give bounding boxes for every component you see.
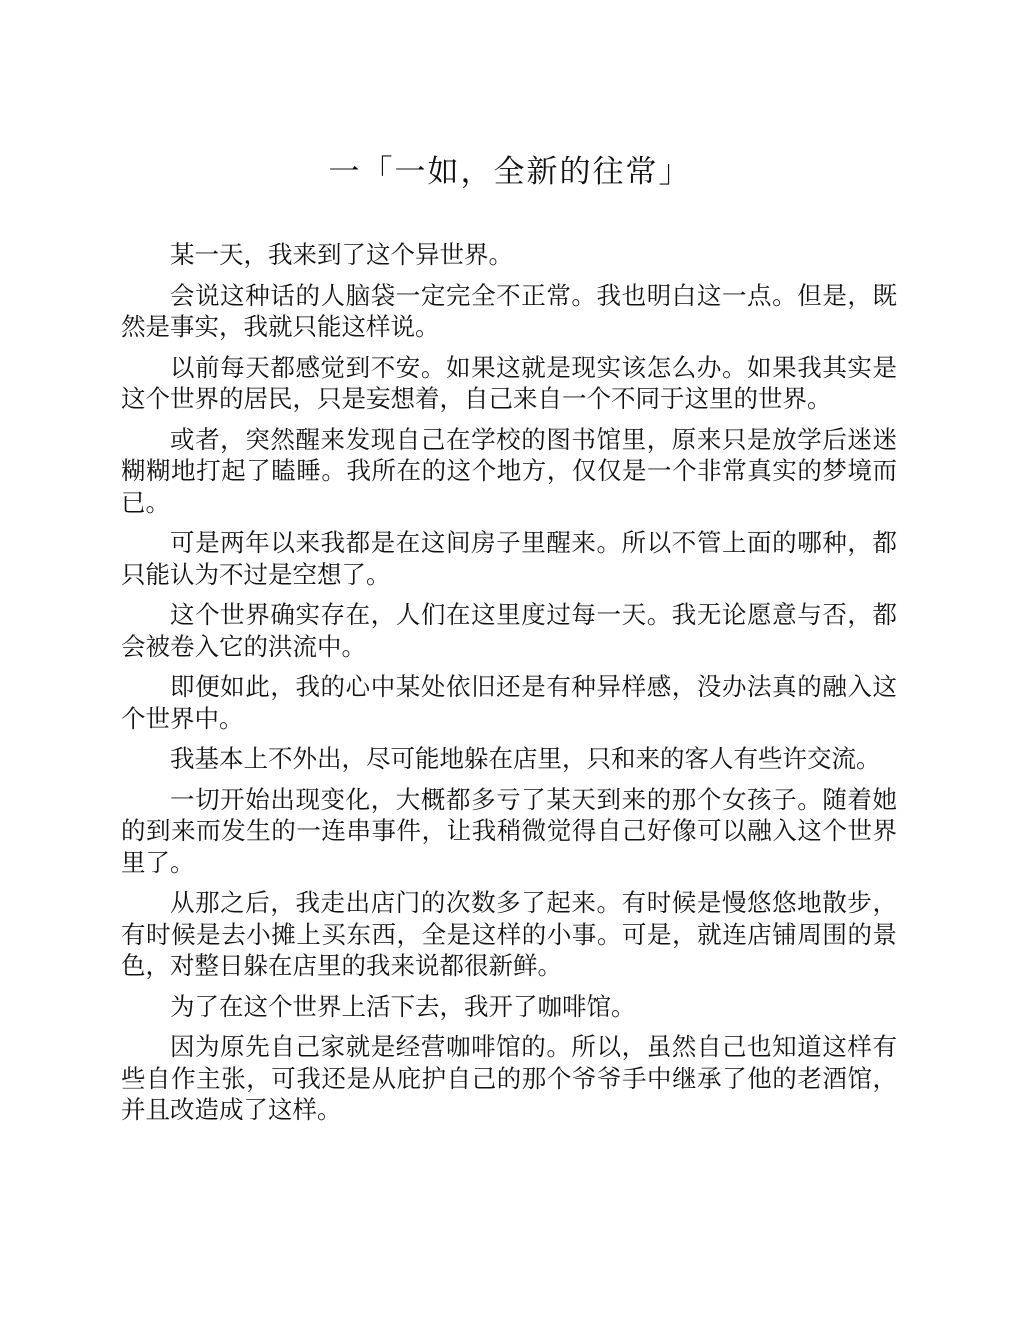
paragraph-9: 一切开始出现变化，大概都多亏了某天到来的那个女孩子。随着她的到来而发生的一连串事件，让我稍微觉得自己好像可以融入这个世界里了。	[121, 784, 897, 877]
paragraph-1: 某一天，我来到了这个异世界。	[170, 240, 513, 269]
body-text	[121, 239, 897, 1135]
paragraph-7: 即便如此，我的心中某处依旧还是有种异样感，没办法真的融入这个世界中。	[121, 672, 897, 733]
paragraph-8: 我基本上不外出，尽可能地躲在店里，只和来的客人有些许交流。	[170, 744, 881, 773]
paragraph-3: 以前每天都感觉到不安。如果这就是现实该怎么办。如果我其实是这个世界的居民，只是妄想着，自己来自一个不同于这里的世界。	[121, 352, 897, 413]
paragraph-10: 从那之后，我走出店门的次数多了起来。有时候是慢悠悠地散步，有时候是去小摊上买东西，全是这样的小事。可是，就连店铺周围的景色，对整日躲在店里的我来说都很新鲜。	[121, 888, 897, 980]
paragraph-6: 这个世界确实存在，人们在这里度过每一天。我无论愿意与否，都会被卷入它的洪流中。	[121, 600, 897, 661]
paragraph-2: 会说这种话的人脑袋一定完全不正常。我也明白这一点。但是，既然是事实，我就只能这样说。	[121, 280, 897, 341]
chapter-title: 一「一如，全新的往常」	[328, 154, 692, 190]
paragraph-4: 或者，突然醒来发现自己在学校的图书馆里，原来只是放学后迷迷糊糊地打起了瞌睡。我所在的这个地方，仅仅是一个非常真实的梦境而已。	[121, 424, 897, 517]
paragraph-11: 为了在这个世界上活下去，我开了咖啡馆。	[170, 991, 636, 1021]
paragraph-12: 因为原先自己家就是经营咖啡馆的。所以，虽然自己也知道这样有些自作主张，可我还是从庇护自己的那个爷爷手中继承了他的老酒馆，并且改造成了这样。	[121, 1032, 897, 1124]
paragraph-5: 可是两年以来我都是在这间房子里醒来。所以不管上面的哪种，都只能认为不过是空想了。	[121, 528, 897, 589]
